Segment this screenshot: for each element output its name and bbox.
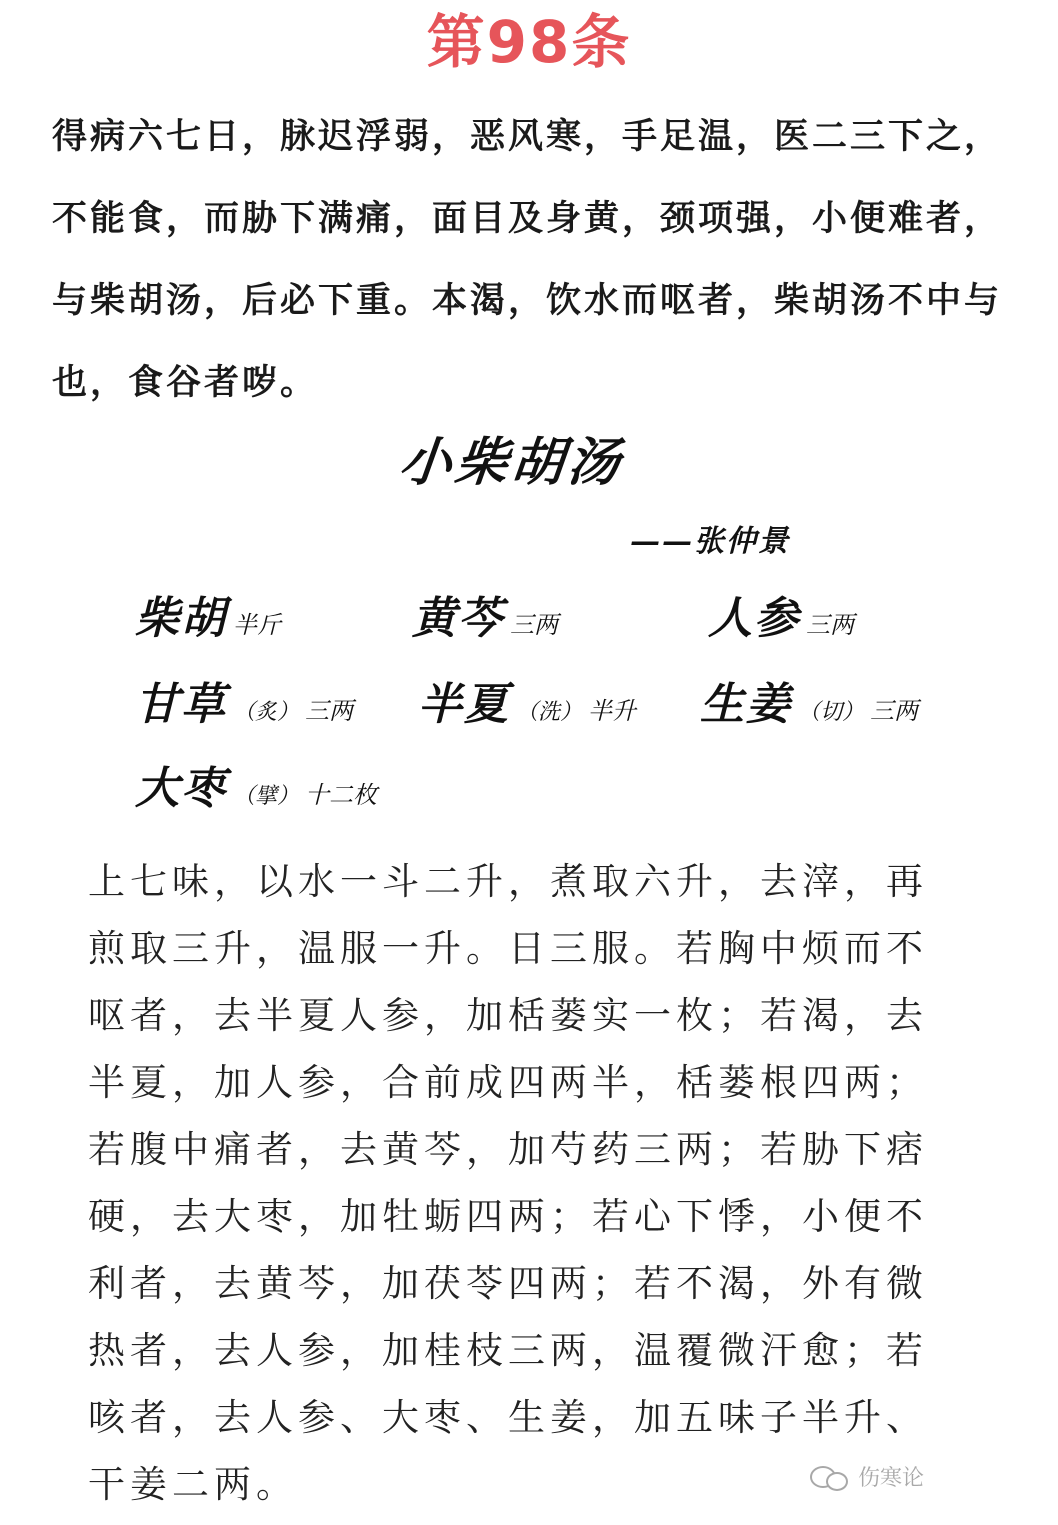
watermark-text: 伤寒论 (858, 1466, 925, 1491)
article-line: 得病六七日，脉迟浮弱，恶风寒，手足温，医二三下之， (52, 117, 1003, 157)
article-text (52, 96, 1012, 424)
herb-dose: 十二枚 (305, 781, 378, 809)
herb-prep: （洗） (516, 700, 583, 725)
herb-dose: 三两 (806, 611, 854, 639)
herb-dose: 三两 (510, 611, 558, 639)
formula-title: 小柴胡汤 (396, 432, 627, 493)
herb-name: 甘草 (135, 679, 227, 730)
herb-prep: （切） (798, 700, 865, 725)
herb-prep: （擘） (233, 784, 300, 809)
method-line: 若腹中痛者，去黄芩，加芍药三两；若胁下痞 (88, 1128, 928, 1171)
herb-dose: 半升 (588, 697, 637, 725)
herb-name: 半夏 (418, 679, 510, 730)
herb-dazao (135, 752, 377, 816)
herb-prep: （炙） (233, 700, 300, 725)
herb-name: 柴胡 (135, 593, 227, 644)
formula-author: ——张仲景 (630, 524, 790, 559)
herb-name: 黄芩 (412, 593, 504, 644)
method-line: 干姜二两。 (88, 1463, 298, 1506)
herb-huangqin (412, 582, 558, 646)
herb-chaihu (135, 582, 281, 646)
method-line: 半夏，加人参，合前成四两半，栝蒌根四两； (88, 1061, 928, 1104)
herb-name: 生姜 (700, 679, 792, 730)
herb-shengjiang (700, 668, 918, 732)
method-line: 呕者，去半夏人参，加栝蒌实一枚；若渴，去 (88, 994, 928, 1037)
method-line: 热者，去人参，加桂枝三两，温覆微汗愈；若 (88, 1329, 928, 1372)
herb-dose: 半斤 (233, 611, 281, 639)
preparation-method (88, 848, 988, 1518)
wechat-icon (810, 1464, 850, 1490)
herb-banxia (418, 668, 636, 732)
method-line: 上七味，以水一斗二升，煮取六升，去滓，再 (88, 860, 928, 903)
herb-name: 大枣 (135, 763, 227, 814)
herb-gancao (135, 668, 353, 732)
page-title: 第98条 (426, 8, 632, 76)
watermark (810, 1461, 924, 1492)
herb-dose: 三两 (305, 697, 354, 725)
method-line: 硬，去大枣，加牡蛎四两；若心下悸，小便不 (88, 1195, 928, 1238)
article-line: 与柴胡汤，后必下重。本渴，饮水而呕者，柴胡汤不中与 (52, 281, 1003, 321)
herb-name: 人参 (708, 593, 800, 644)
article-line: 也，食谷者哕。 (52, 363, 319, 403)
article-line: 不能食，而胁下满痛，面目及身黄，颈项强，小便难者， (52, 199, 1003, 239)
method-line: 利者，去黄芩，加茯苓四两；若不渴，外有微 (88, 1262, 928, 1305)
method-line: 煎取三升，温服一升。日三服。若胸中烦而不 (88, 927, 928, 970)
herb-renshen (708, 582, 854, 646)
method-line: 咳者，去人参、大枣、生姜，加五味子半升、 (88, 1396, 928, 1439)
herb-dose: 三两 (870, 697, 919, 725)
